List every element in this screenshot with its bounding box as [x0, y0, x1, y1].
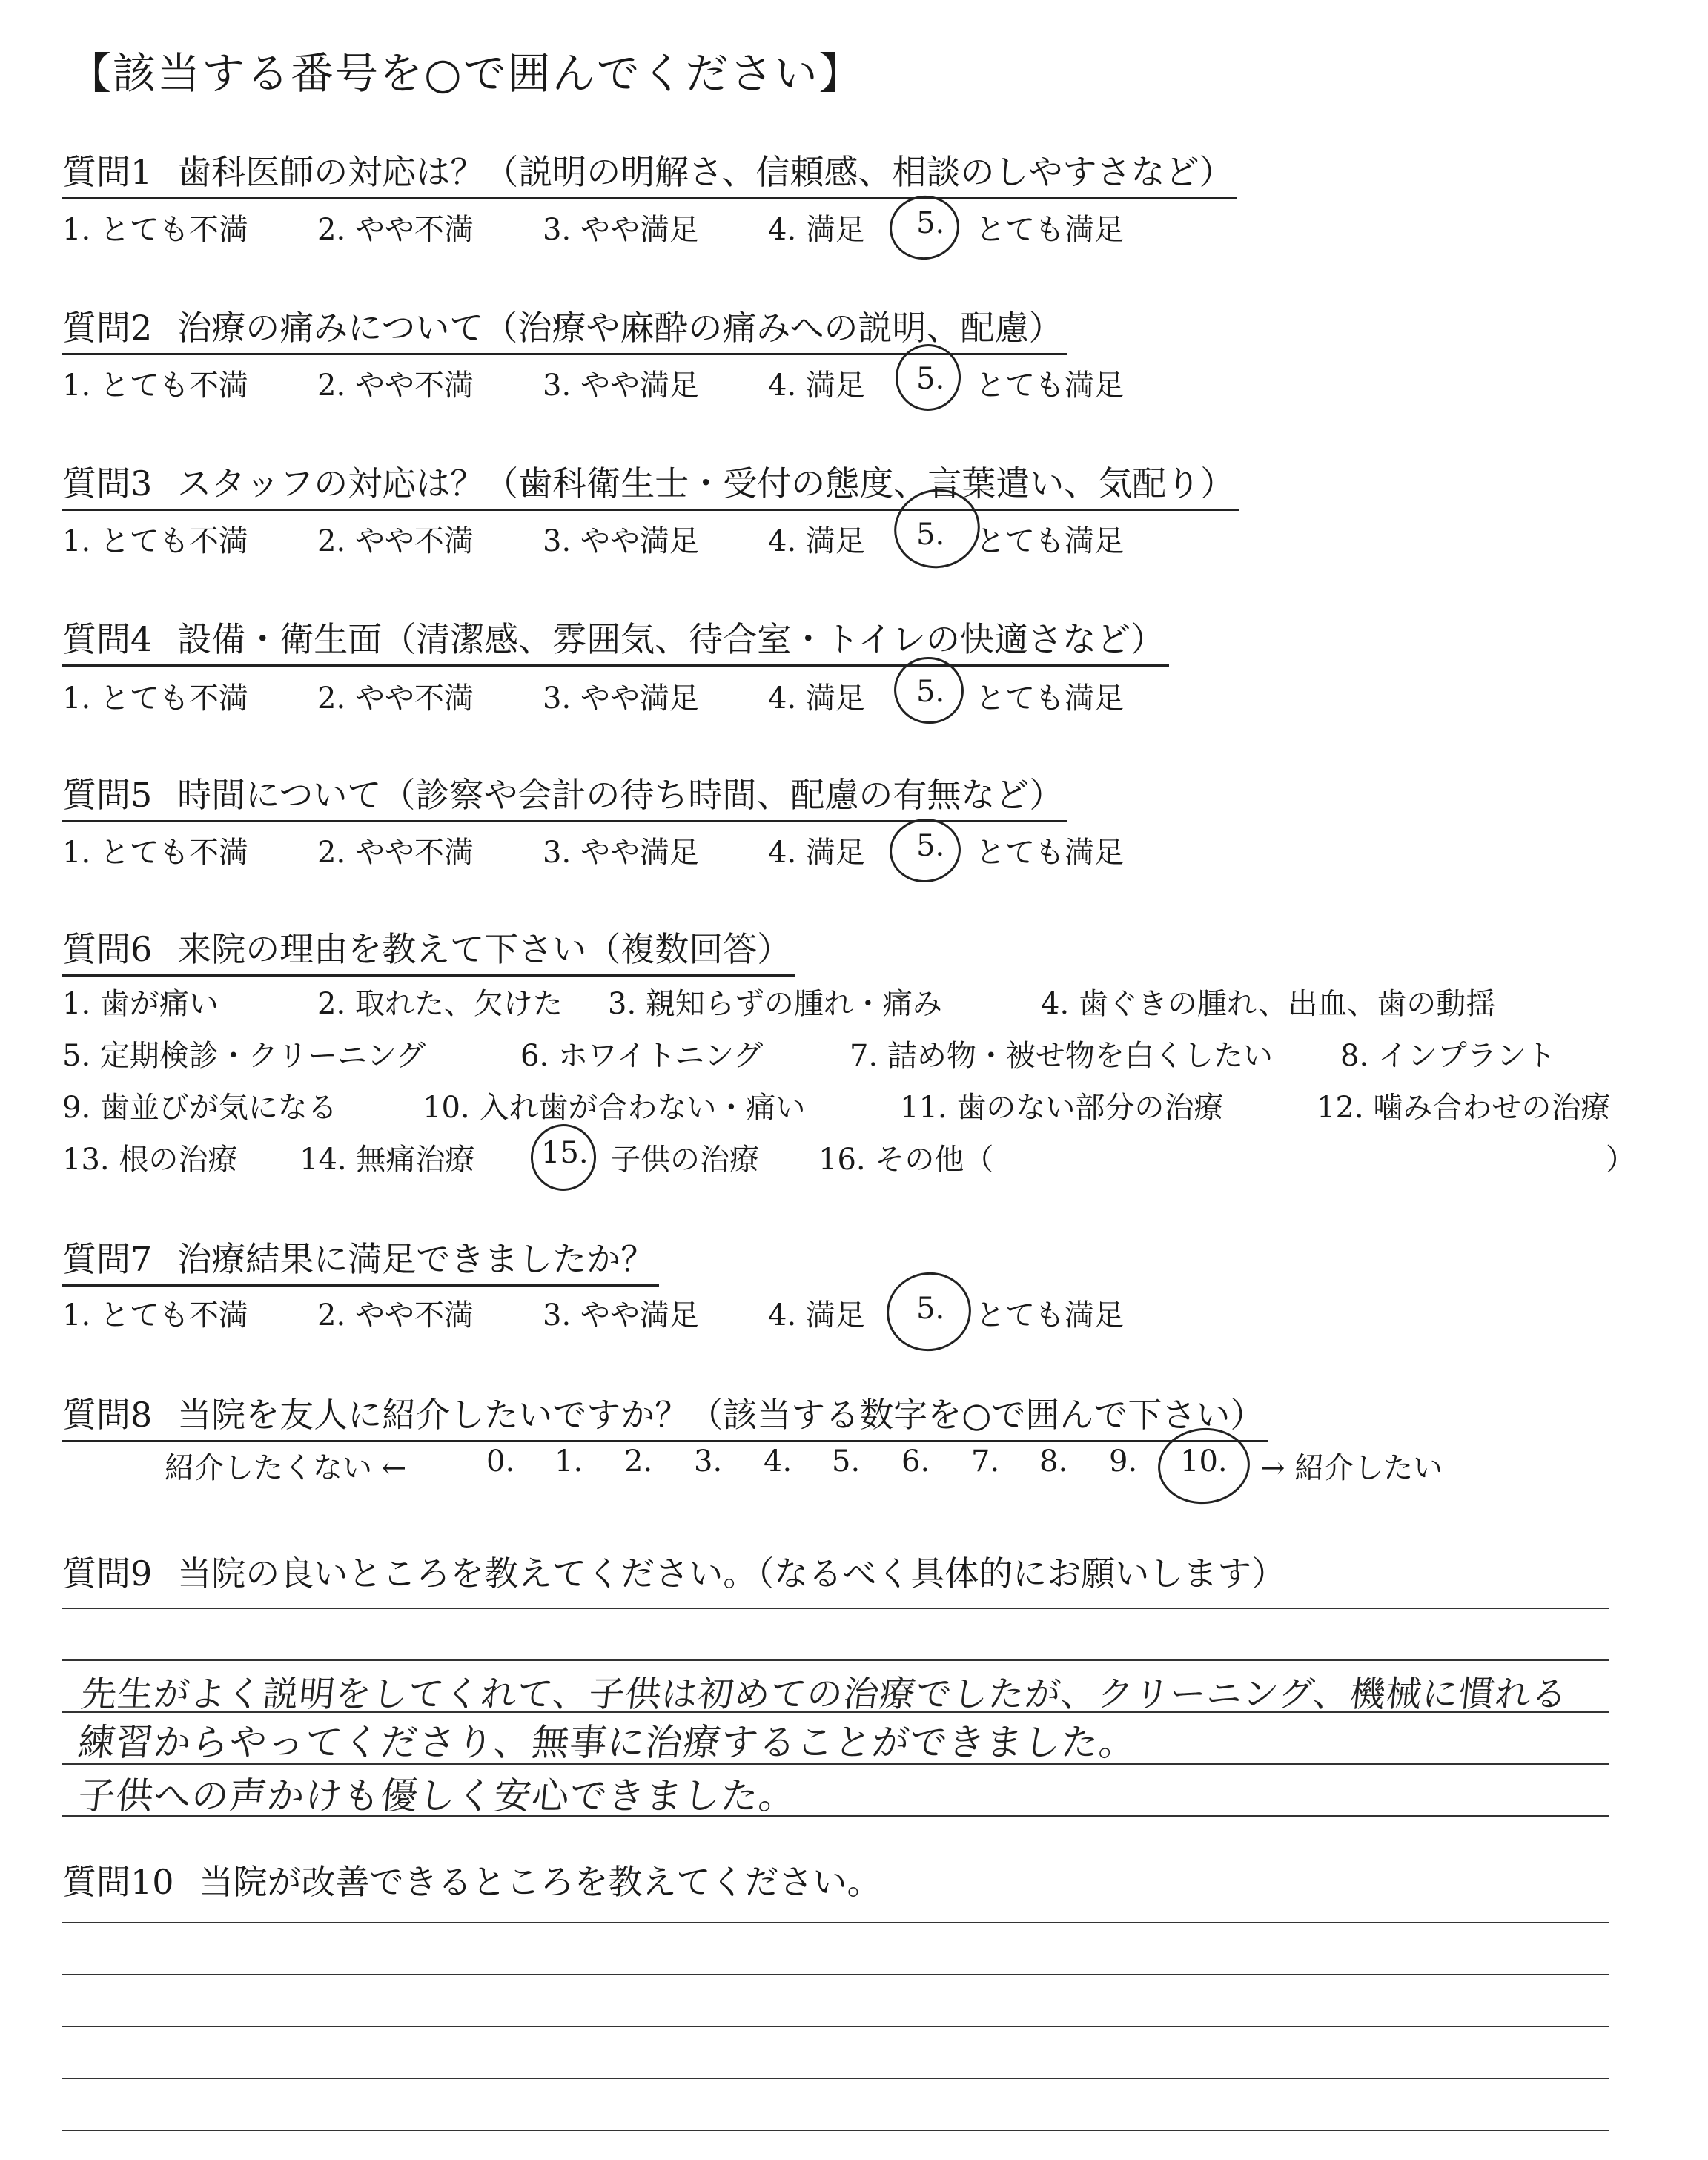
option-3[interactable]: 3. やや満足 [543, 681, 699, 716]
answer-line [62, 2026, 1609, 2027]
question-text: 歯科医師の対応は？（説明の明解さ、信頼感、相談のしやすさなど） [177, 152, 1234, 192]
question-5-title [62, 768, 1068, 822]
option-5[interactable]: 5. [916, 206, 945, 240]
option-4[interactable]: 4. 満足 [768, 524, 865, 558]
option-2[interactable]: 2. やや不満 [317, 1298, 474, 1332]
reason-11[interactable]: 11. 歯のない部分の治療 [900, 1091, 1224, 1125]
option-2[interactable]: 2. やや不満 [317, 524, 474, 558]
option-1[interactable]: 1. とても不満 [62, 213, 248, 247]
question-number: 質問5 [62, 775, 153, 815]
scale-6[interactable]: 6. [901, 1444, 930, 1479]
reason-9[interactable]: 9. 歯並びが気になる [62, 1091, 337, 1125]
answer-line [62, 2078, 1609, 2079]
question-9-title [62, 1547, 1290, 1599]
reason-14[interactable]: 14. 無痛治療 [299, 1143, 475, 1177]
question-text: 当院の良いところを教えてください。（なるべく具体的にお願いします） [177, 1553, 1286, 1593]
option-4[interactable]: 4. 満足 [768, 681, 865, 716]
question-text: 来院の理由を教えて下さい（複数回答） [177, 929, 792, 969]
option-5-label: とても満足 [976, 213, 1124, 247]
question-1-title [62, 145, 1237, 199]
option-4[interactable]: 4. 満足 [768, 836, 865, 870]
option-5-label: とても満足 [976, 524, 1124, 558]
handwritten-answer-line-3: 子供への声かけも優しく安心できました。 [76, 1774, 799, 1817]
recommend-left-label: 紹介したくない ← [165, 1451, 407, 1485]
scale-8[interactable]: 8. [1039, 1444, 1068, 1479]
scale-1[interactable]: 1. [555, 1444, 583, 1479]
option-3[interactable]: 3. やや満足 [543, 524, 699, 558]
question-number: 質問2 [62, 308, 153, 348]
option-1[interactable]: 1. とても不満 [62, 1298, 248, 1332]
scale-2[interactable]: 2. [624, 1444, 653, 1479]
option-5[interactable]: 5. [916, 829, 945, 863]
question-2-title [62, 301, 1067, 355]
reason-1[interactable]: 1. 歯が痛い [62, 987, 219, 1021]
option-3[interactable]: 3. やや満足 [543, 369, 699, 403]
question-text: 時間について（診察や会計の待ち時間、配慮の有無など） [177, 775, 1064, 815]
option-2[interactable]: 2. やや不満 [317, 369, 474, 403]
question-number: 質問6 [62, 929, 153, 969]
reason-5[interactable]: 5. 定期検診・クリーニング [62, 1039, 426, 1073]
question-text: スタッフの対応は？（歯科衛生士・受付の態度、言葉遣い、気配り） [177, 463, 1235, 503]
option-1[interactable]: 1. とても不満 [62, 836, 248, 870]
reason-2[interactable]: 2. 取れた、欠けた [317, 987, 563, 1021]
reason-16-close: ） [1606, 1143, 1635, 1177]
option-4[interactable]: 4. 満足 [768, 213, 865, 247]
question-3-title [62, 457, 1239, 511]
option-5-label: とても満足 [976, 1298, 1124, 1332]
option-1[interactable]: 1. とても不満 [62, 524, 248, 558]
option-3[interactable]: 3. やや満足 [543, 1298, 699, 1332]
option-2[interactable]: 2. やや不満 [317, 213, 474, 247]
option-1[interactable]: 1. とても不満 [62, 369, 248, 403]
reason-15[interactable]: 15. [541, 1136, 589, 1170]
reason-4[interactable]: 4. 歯ぐきの腫れ、出血、歯の動揺 [1041, 987, 1496, 1021]
question-number: 質問8 [62, 1395, 153, 1435]
question-number: 質問3 [62, 463, 153, 503]
scale-9[interactable]: 9. [1109, 1444, 1138, 1479]
question-4-title [62, 612, 1169, 667]
question-text: 治療結果に満足できましたか？ [177, 1239, 655, 1279]
reason-16[interactable]: 16. その他（ [818, 1143, 994, 1177]
answer-line [62, 1608, 1609, 1609]
question-number: 質問7 [62, 1239, 153, 1279]
option-4[interactable]: 4. 満足 [768, 1298, 865, 1332]
option-5-label: とても満足 [976, 836, 1124, 870]
reason-8[interactable]: 8. インプラント [1340, 1039, 1556, 1073]
option-3[interactable]: 3. やや満足 [543, 213, 699, 247]
option-2[interactable]: 2. やや不満 [317, 836, 474, 870]
scale-5[interactable]: 5. [832, 1444, 861, 1479]
answer-line [62, 1922, 1609, 1923]
question-number: 質問4 [62, 619, 153, 659]
option-2[interactable]: 2. やや不満 [317, 681, 474, 716]
handwritten-answer-line-1: 先生がよく説明をしてくれて、子供は初めての治療でしたが、クリーニング、機械に慣れる [79, 1674, 1570, 1715]
reason-13[interactable]: 13. 根の治療 [62, 1143, 238, 1177]
option-5-label: とても満足 [976, 681, 1124, 716]
page-title: 【該当する番号を○で囲んでください】 [68, 48, 864, 99]
question-6-title [62, 922, 795, 977]
option-5-label: とても満足 [976, 369, 1124, 403]
scale-7[interactable]: 7. [971, 1444, 1000, 1479]
option-5[interactable]: 5. [916, 1292, 945, 1326]
question-text: 設備・衛生面（清潔感、雰囲気、待合室・トイレの快適さなど） [177, 619, 1165, 659]
option-5[interactable]: 5. [916, 675, 945, 709]
answer-line [62, 1974, 1609, 1975]
option-5[interactable]: 5. [916, 518, 945, 552]
question-number: 質問9 [62, 1553, 153, 1593]
reason-3[interactable]: 3. 親知らずの腫れ・痛み [608, 987, 942, 1021]
option-3[interactable]: 3. やや満足 [543, 836, 699, 870]
question-number: 質問10 [62, 1862, 174, 1902]
scale-10[interactable]: 10. [1180, 1444, 1228, 1479]
scale-0[interactable]: 0. [486, 1444, 515, 1479]
recommend-right-label: → 紹介したい [1260, 1451, 1443, 1485]
question-10-title [62, 1855, 886, 1907]
reason-12[interactable]: 12. 噛み合わせの治療 [1317, 1091, 1611, 1125]
question-7-title [62, 1232, 659, 1287]
answer-line [62, 1659, 1609, 1661]
reason-6[interactable]: 6. ホワイトニング [520, 1039, 764, 1073]
scale-4[interactable]: 4. [764, 1444, 792, 1479]
scale-3[interactable]: 3. [694, 1444, 723, 1479]
question-text: 当院が改善できるところを教えてください。 [199, 1862, 881, 1902]
handwritten-answer-line-2: 練習からやってくださり、無事に治療することができました。 [76, 1721, 1139, 1764]
reason-10[interactable]: 10. 入れ歯が合わない・痛い [423, 1091, 806, 1125]
question-text: 治療の痛みについて（治療や麻酔の痛みへの説明、配慮） [177, 308, 1063, 348]
question-8-title [62, 1388, 1268, 1442]
reason-15-label: 子供の治療 [611, 1143, 759, 1177]
option-5[interactable]: 5. [916, 362, 945, 396]
question-text: 当院を友人に紹介したいですか？（該当する数字を○で囲んで下さい） [177, 1395, 1265, 1435]
option-4[interactable]: 4. 満足 [768, 369, 865, 403]
question-number: 質問1 [62, 152, 153, 192]
answer-line [62, 2130, 1609, 2131]
option-1[interactable]: 1. とても不満 [62, 681, 248, 716]
reason-7[interactable]: 7. 詰め物・被せ物を白くしたい [850, 1039, 1273, 1073]
